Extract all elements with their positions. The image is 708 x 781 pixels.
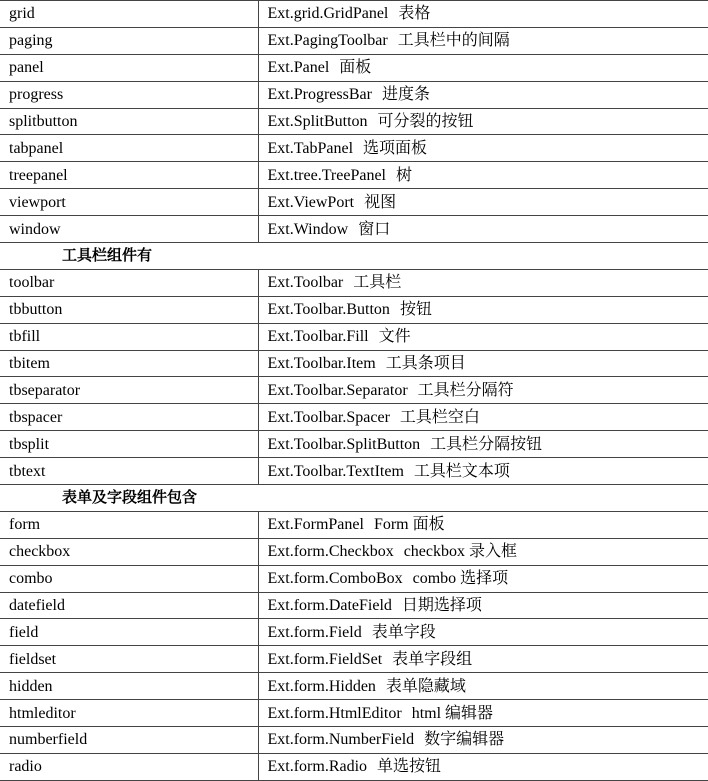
xtype-cell: panel — [0, 54, 258, 81]
table-row — [0, 189, 708, 216]
xtype-cell: paging — [0, 27, 258, 54]
class-description-cell — [258, 108, 708, 135]
table-row — [0, 27, 708, 54]
table-row — [0, 646, 708, 673]
description: 数字编辑器 — [424, 731, 505, 749]
table-row — [0, 753, 708, 780]
table-row — [0, 135, 708, 162]
xtype-cell: hidden — [0, 673, 258, 700]
description: 树 — [395, 166, 412, 184]
class-description-cell — [258, 538, 708, 565]
table-row — [0, 216, 708, 243]
class-name: Ext.Toolbar.Fill — [267, 328, 369, 346]
section-header-row — [0, 485, 708, 512]
table-row — [0, 377, 708, 404]
xtype-cell: tabpanel — [0, 135, 258, 162]
description: 可分裂的按钮 — [377, 113, 474, 130]
class-description-cell — [258, 592, 708, 619]
class-description-cell — [258, 753, 708, 780]
xtype-cell: form — [0, 511, 258, 538]
xtype-cell: tbseparator — [0, 377, 258, 404]
table-row — [0, 673, 708, 700]
xtype-cell: htmleditor — [0, 700, 258, 727]
description: 文件 — [378, 328, 411, 346]
xtype-cell: window — [0, 216, 258, 243]
table-row — [0, 296, 708, 323]
class-name: Ext.form.Hidden — [267, 677, 376, 695]
class-description-cell — [258, 377, 708, 404]
class-name: Ext.form.DateField — [267, 597, 392, 615]
table-row — [0, 1, 708, 28]
class-name: Ext.Window — [267, 220, 349, 238]
xtype-cell: datefield — [0, 592, 258, 619]
description: 工具栏分隔按钮 — [430, 435, 543, 453]
xtype-cell: tbbutton — [0, 296, 258, 323]
class-description-cell — [258, 700, 708, 727]
table-row — [0, 592, 708, 619]
xtype-cell: tbsplit — [0, 431, 258, 458]
class-description-cell — [258, 458, 708, 485]
class-name: Ext.form.ComboBox — [267, 570, 403, 588]
description: 工具栏 — [353, 274, 402, 292]
table-row — [0, 565, 708, 592]
class-description-cell — [258, 54, 708, 81]
class-description-cell — [258, 511, 708, 538]
table-row — [0, 269, 708, 296]
xtype-cell: tbitem — [0, 350, 258, 377]
table-row — [0, 81, 708, 108]
table-row — [0, 54, 708, 81]
class-description-cell — [258, 216, 708, 243]
description: 表单字段 — [371, 623, 436, 641]
description: 面板 — [339, 59, 372, 77]
class-description-cell — [258, 431, 708, 458]
class-name: Ext.Toolbar — [267, 274, 344, 292]
class-name: Ext.Toolbar.Separator — [267, 381, 408, 399]
xtype-cell: progress — [0, 81, 258, 108]
class-name: Ext.form.Field — [267, 623, 362, 641]
class-name: Ext.ViewPort — [267, 193, 355, 211]
class-name: Ext.Toolbar.Spacer — [267, 408, 390, 426]
class-description-cell — [258, 135, 708, 162]
table-row — [0, 108, 708, 135]
description: 按钮 — [399, 301, 432, 319]
class-description-cell — [258, 673, 708, 700]
xtype-cell: viewport — [0, 189, 258, 216]
xtype-table-body — [0, 1, 708, 781]
table-row — [0, 458, 708, 485]
xtype-cell: tbfill — [0, 323, 258, 350]
class-description-cell — [258, 27, 708, 54]
xtype-cell: field — [0, 619, 258, 646]
table-row — [0, 727, 708, 754]
xtype-cell: grid — [0, 1, 258, 28]
xtype-cell: toolbar — [0, 269, 258, 296]
class-name: Ext.TabPanel — [267, 139, 354, 157]
description: 表格 — [398, 5, 431, 23]
description: 日期选择项 — [401, 597, 482, 615]
table-row — [0, 162, 708, 189]
class-description-cell — [258, 323, 708, 350]
description: html 编辑器 — [411, 704, 494, 722]
xtype-cell: numberfield — [0, 727, 258, 754]
description: Form 面板 — [373, 516, 445, 534]
section-header-row — [0, 243, 708, 270]
class-name: Ext.Panel — [267, 59, 330, 77]
class-name: Ext.Toolbar.TextItem — [267, 462, 404, 480]
class-name: Ext.grid.GridPanel — [267, 5, 389, 23]
description: checkbox 录入框 — [403, 543, 518, 561]
description: 表单字段组 — [392, 650, 473, 668]
table-row — [0, 350, 708, 377]
class-description-cell — [258, 189, 708, 216]
table-row — [0, 700, 708, 727]
class-description-cell — [258, 296, 708, 323]
class-description-cell — [258, 646, 708, 673]
description: 窗口 — [358, 220, 391, 238]
xtype-cell: tbspacer — [0, 404, 258, 431]
description: 工具栏中的间隔 — [397, 32, 510, 50]
class-description-cell — [258, 565, 708, 592]
description: 视图 — [364, 193, 397, 211]
class-name: Ext.SplitButton — [267, 113, 368, 130]
description: 工具栏文本项 — [413, 462, 510, 480]
class-name: Ext.Toolbar.Button — [267, 301, 390, 319]
class-description-cell — [258, 162, 708, 189]
description: 工具条项目 — [385, 355, 466, 373]
section-title: 表单及字段组件包含 — [0, 485, 708, 512]
class-description-cell — [258, 727, 708, 754]
description: 单选按钮 — [377, 758, 442, 776]
table-row — [0, 619, 708, 646]
xtype-cell: checkbox — [0, 538, 258, 565]
description: 工具栏空白 — [399, 408, 480, 426]
section-title: 工具栏组件有 — [0, 243, 708, 270]
table-row — [0, 538, 708, 565]
class-name: Ext.tree.TreePanel — [267, 166, 386, 184]
class-name: Ext.form.HtmlEditor — [267, 704, 402, 722]
class-description-cell — [258, 1, 708, 28]
xtype-cell: splitbutton — [0, 108, 258, 135]
class-name: Ext.form.NumberField — [267, 731, 415, 749]
class-name: Ext.form.Radio — [267, 758, 368, 776]
class-description-cell — [258, 81, 708, 108]
table-row — [0, 323, 708, 350]
class-description-cell — [258, 350, 708, 377]
xtype-cell: radio — [0, 753, 258, 780]
class-description-cell — [258, 269, 708, 296]
description: 选项面板 — [363, 139, 428, 157]
description: 表单隐藏域 — [385, 677, 466, 695]
class-name: Ext.Toolbar.SplitButton — [267, 435, 421, 453]
class-name: Ext.ProgressBar — [267, 86, 372, 104]
class-name: Ext.form.FieldSet — [267, 650, 383, 668]
class-name: Ext.form.Checkbox — [267, 543, 394, 561]
xtype-cell: treepanel — [0, 162, 258, 189]
description: 进度条 — [381, 86, 430, 104]
description: 工具栏分隔符 — [417, 381, 514, 399]
xtype-cell: combo — [0, 565, 258, 592]
class-name: Ext.Toolbar.Item — [267, 355, 376, 373]
class-name: Ext.PagingToolbar — [267, 32, 388, 50]
table-row — [0, 431, 708, 458]
xtype-cell: tbtext — [0, 458, 258, 485]
class-description-cell — [258, 404, 708, 431]
class-description-cell — [258, 619, 708, 646]
table-row — [0, 404, 708, 431]
xtype-cell: fieldset — [0, 646, 258, 673]
description: combo 选择项 — [412, 570, 509, 588]
table-row — [0, 511, 708, 538]
class-name: Ext.FormPanel — [267, 516, 364, 534]
